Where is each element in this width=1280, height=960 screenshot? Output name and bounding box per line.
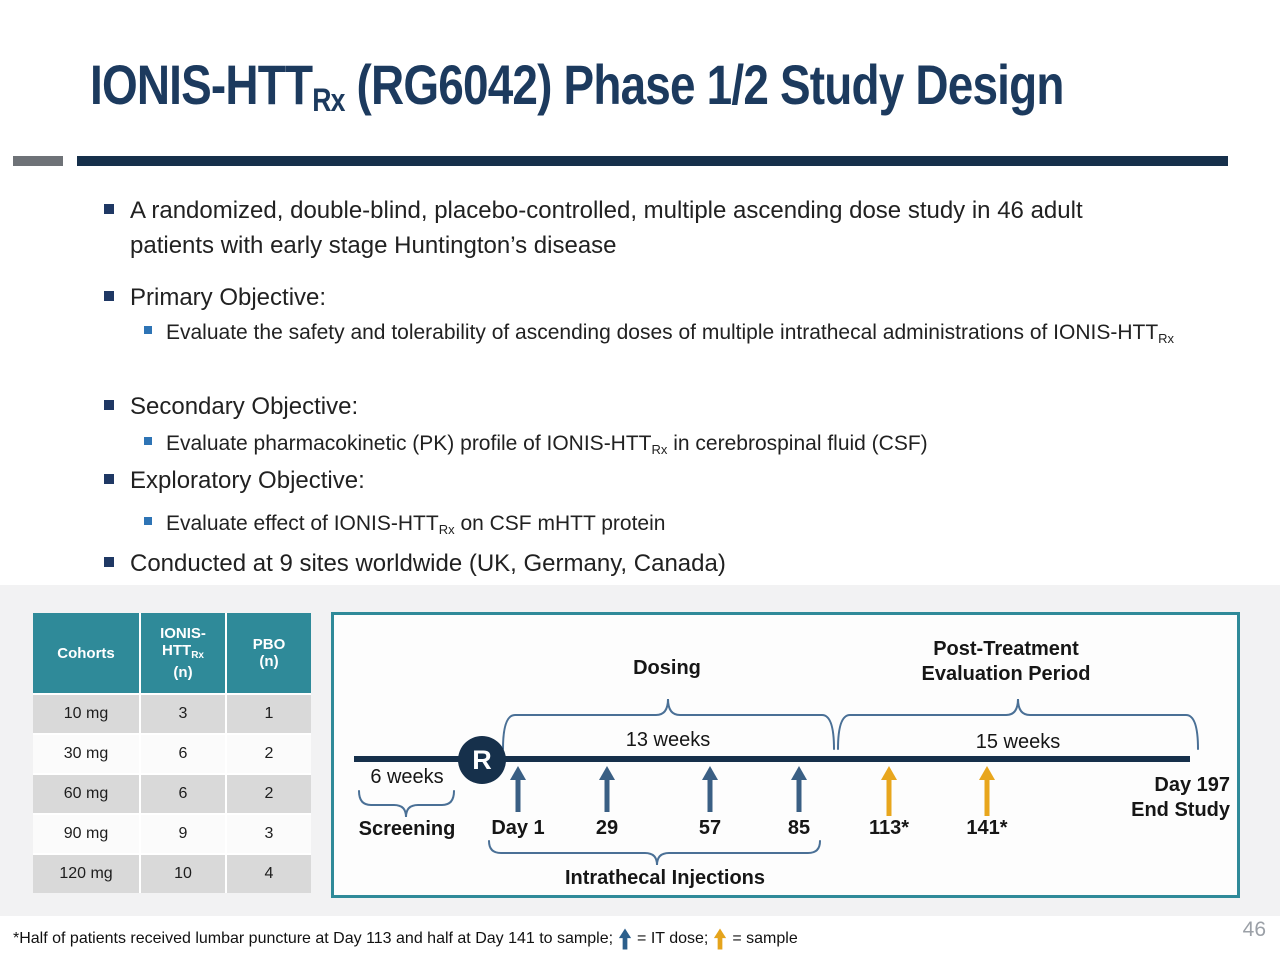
- cohort-table: [33, 613, 311, 893]
- timepoint-day141: 141*: [966, 817, 1008, 839]
- table-cell-cohort: 90 mg: [33, 815, 139, 853]
- bullet-exploratory-objective-detail: [166, 508, 1216, 545]
- title-post: (RG6042) Phase 1/2 Study Design: [344, 53, 1064, 116]
- divider-rule: [77, 156, 1228, 166]
- text: End Study: [1131, 799, 1230, 821]
- dose-arrow-day29: [599, 766, 615, 812]
- sample-arrow-day141: [979, 766, 995, 816]
- text: (n): [173, 664, 193, 681]
- text: Evaluate pharmacokinetic (PK) profile of IONIS-HTT: [166, 432, 652, 455]
- table-cell-cohort: 10 mg: [33, 695, 139, 733]
- brace-intrathecal: [489, 841, 820, 865]
- text: Evaluate the safety and tolerability of ascending doses of multiple intrathecal administrations of IONIS-HTT: [166, 321, 1159, 344]
- subscript: Rx: [1158, 331, 1175, 346]
- divider-dash: [13, 156, 63, 166]
- table-cell-pbo: 3: [227, 815, 311, 853]
- timepoint-day1: Day 1: [491, 817, 545, 839]
- timepoint-day85: 85: [787, 817, 811, 839]
- intrathecal-label: Intrathecal Injections: [564, 867, 766, 889]
- text: Day 197: [1154, 774, 1230, 796]
- footnote-sample: = sample: [732, 930, 798, 947]
- text: Post-Treatment: [933, 638, 1079, 660]
- table-cell-active: 3: [141, 695, 225, 733]
- table-cell-pbo: 4: [227, 855, 311, 893]
- it-dose-arrow-icon: [618, 928, 632, 950]
- table-header-pbo: [227, 613, 311, 693]
- dose-arrow-day57: [702, 766, 718, 812]
- page-title: [90, 52, 1064, 119]
- text: HTT: [162, 642, 192, 659]
- brace-screening: [359, 791, 454, 817]
- text: in cerebrospinal fluid (CSF): [667, 432, 928, 455]
- bullet-secondary-objective: Secondary Objective:: [130, 389, 1170, 424]
- text: IONIS-: [160, 625, 206, 642]
- dose-arrows: [510, 766, 807, 812]
- sample-arrow-icon: [713, 928, 727, 950]
- table-header-cohorts: Cohorts: [33, 613, 139, 693]
- table-cell-active: 6: [141, 775, 225, 813]
- sample-arrow-day113: [881, 766, 897, 816]
- timepoint-day29: 29: [595, 817, 619, 839]
- dose-arrow-day1: [510, 766, 526, 812]
- dosing-label: Dosing: [633, 657, 701, 679]
- footnote-text: *Half of patients received lumbar puncture at Day 113 and half at Day 141 to sample;: [13, 930, 614, 947]
- text: (n): [259, 653, 279, 670]
- end-study-label: [1070, 773, 1230, 823]
- table-cell-cohort: 60 mg: [33, 775, 139, 813]
- weeks-13-label: 13 weeks: [625, 729, 711, 751]
- title-pre: IONIS-HTT: [90, 53, 313, 116]
- bullet-secondary-objective-detail: [166, 428, 1216, 465]
- table-cell-pbo: 2: [227, 775, 311, 813]
- study-timeline-diagram: [331, 612, 1240, 898]
- bullet-primary-objective: Primary Objective:: [130, 280, 1170, 315]
- footnote: [13, 928, 798, 950]
- text: PBO: [252, 636, 286, 653]
- screening-label: Screening: [358, 818, 456, 840]
- text: on CSF mHTT protein: [454, 512, 666, 535]
- table-cell-pbo: 2: [227, 735, 311, 773]
- dose-arrow-day85: [791, 766, 807, 812]
- table-cell-pbo: 1: [227, 695, 311, 733]
- table-cell-cohort: 120 mg: [33, 855, 139, 893]
- table-cell-active: 6: [141, 735, 225, 773]
- weeks-6-label: 6 weeks: [370, 766, 444, 788]
- text: Evaluate effect of IONIS-HTT: [166, 512, 439, 535]
- title-subscript: Rx: [312, 82, 345, 119]
- text: Evaluation Period: [921, 663, 1091, 685]
- table-cell-active: 10: [141, 855, 225, 893]
- timepoint-day113: 113*: [868, 817, 910, 839]
- subscript: Rx: [438, 522, 455, 537]
- table-header-ionis: [141, 613, 225, 693]
- table-cell-active: 9: [141, 815, 225, 853]
- page-number: 46: [1242, 918, 1266, 941]
- bullet-sites: Conducted at 9 sites worldwide (UK, Germany, Canada): [130, 546, 1170, 581]
- footnote-it-dose: = IT dose;: [637, 930, 709, 947]
- sample-arrows: [881, 766, 995, 816]
- bullet-study-description: A randomized, double-blind, placebo-controlled, multiple ascending dose study in 46 adult patients with early stage Huntington’s disease: [130, 193, 1170, 263]
- bullet-exploratory-objective: Exploratory Objective:: [130, 463, 1170, 498]
- subscript: Rx: [651, 442, 668, 457]
- timepoint-day57: 57: [698, 817, 722, 839]
- randomization-circle: R: [458, 736, 506, 784]
- weeks-15-label: 15 weeks: [975, 731, 1061, 753]
- table-cell-cohort: 30 mg: [33, 735, 139, 773]
- subscript: Rx: [191, 650, 204, 661]
- post-treatment-label: [891, 637, 1121, 687]
- bullet-primary-objective-detail: [166, 317, 1216, 354]
